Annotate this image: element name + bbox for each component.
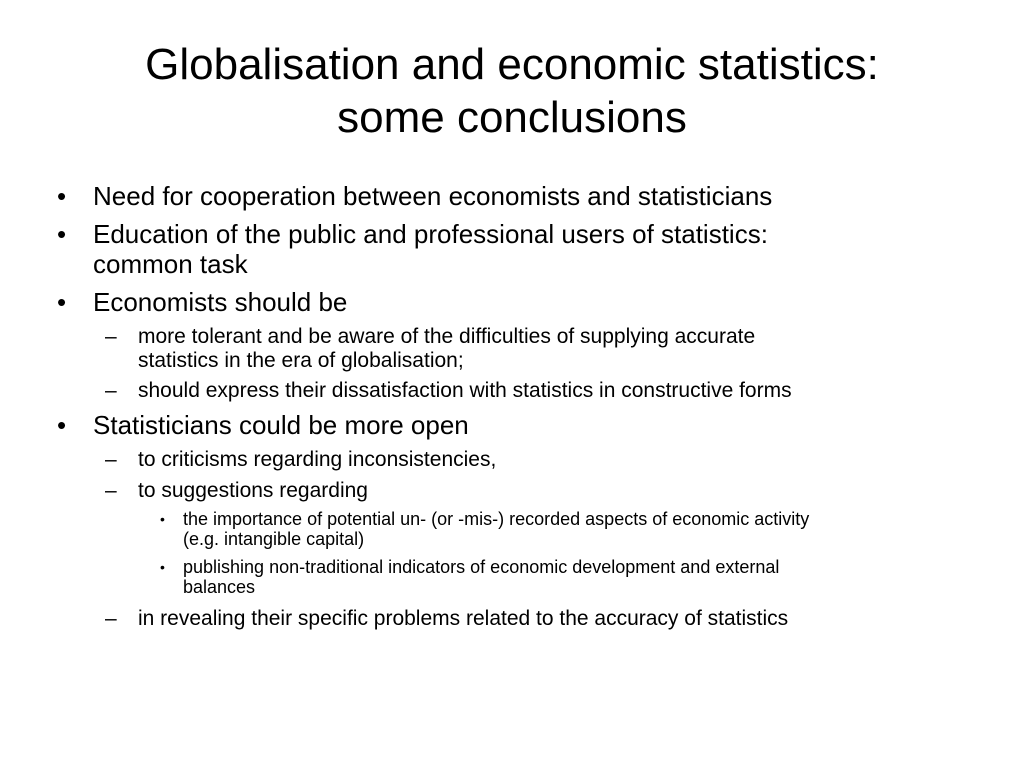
bullet-item-education [57, 219, 993, 279]
sub-item-text: should express their dissatisfaction with statistics in constructive forms [138, 379, 792, 402]
sub-item-criticisms [105, 448, 998, 472]
sub-item-text: to criticisms regarding inconsistencies, [138, 448, 497, 471]
dash-icon: – [105, 479, 117, 502]
sub-sub-item-publishing [160, 557, 1003, 597]
sub-item-text-line-1: more tolerant and be aware of the difficulties of supplying accurate [138, 325, 756, 348]
small-bullet-icon: • [160, 511, 165, 527]
bullet-icon: • [57, 287, 67, 317]
sub-item-revealing [105, 607, 998, 631]
dash-icon: – [105, 448, 117, 471]
bullet-text: Statisticians could be more open [93, 410, 469, 440]
sub-sub-item-importance [160, 509, 1003, 549]
bullet-item-economists [57, 287, 993, 317]
dash-icon: – [105, 607, 117, 630]
sub-sub-item-text-line-2: (e.g. intangible capital) [183, 529, 365, 549]
bullet-text-line-2: common task [93, 249, 248, 279]
bullet-icon: • [57, 410, 67, 440]
sub-item-text-line-2: statistics in the era of globalisation; [138, 349, 464, 372]
sub-item-dissatisfaction [105, 379, 998, 403]
bullet-item-cooperation [57, 181, 993, 211]
sub-item-text: in revealing their specific problems related to the accuracy of statistics [138, 607, 789, 630]
sub-item-text: to suggestions regarding [138, 479, 368, 502]
dash-icon: – [105, 325, 117, 348]
sub-sub-item-text-line-2: balances [183, 577, 256, 597]
bullet-icon: • [57, 181, 67, 211]
slide-title-line-2: some conclusions [337, 93, 687, 142]
sub-item-more-tolerant [105, 325, 998, 373]
slide-title-line-1: Globalisation and economic statistics: [145, 40, 879, 89]
bullet-text-line-1: Education of the public and professional users of statistics: [93, 219, 768, 249]
bullet-icon: • [57, 219, 67, 249]
bullet-text: Need for cooperation between economists and statisticians [93, 181, 773, 211]
sub-item-suggestions [105, 479, 998, 503]
bullet-item-statisticians [57, 410, 993, 440]
small-bullet-icon: • [160, 559, 165, 575]
sub-sub-item-text-line-1: publishing non-traditional indicators of economic development and external [183, 557, 780, 577]
bullet-text: Economists should be [93, 287, 348, 317]
dash-icon: – [105, 379, 117, 402]
sub-sub-item-text-line-1: the importance of potential un- (or -mis-) recorded aspects of economic activity [183, 509, 810, 529]
